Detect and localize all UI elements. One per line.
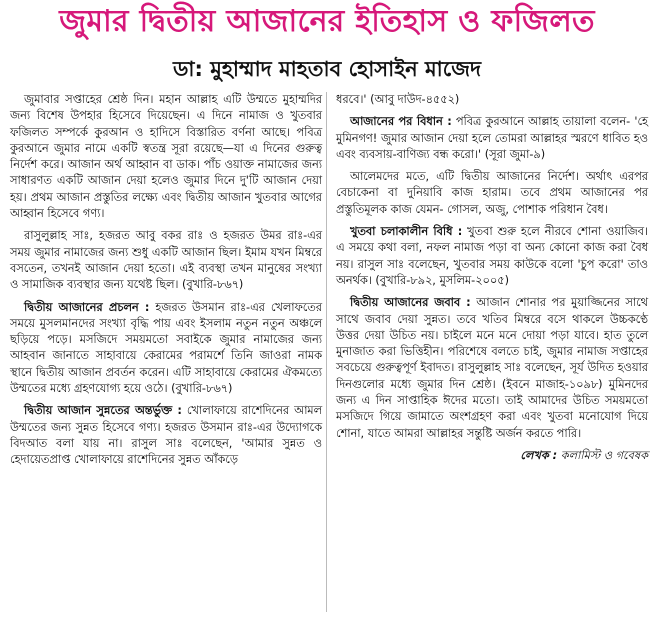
sunnah-section	[10, 403, 322, 468]
byline-label: লেখক :	[520, 448, 558, 462]
section-body: হজরত উসমান রাঃ-এর খেলাফতের সময়ে মুসলমানদের সংখ্যা বৃদ্ধি পায় এবং ইসলাম নতুন নতুন অঞ্চলে ছড়িয়ে পড়ে। মসজিদে সময়মতো সবাইকে জুমার নামাজের জন্য আহবান জানাতে সাহাবায়ে কেরামের পরামর্শে তিনি জাওরা নামক স্থানে দ্বিতীয় আজান প্রবর্তন করেন। এটি সাহাবায়ে কেরামের ঐকমত্যে উম্মতের মধ্যে গ্রহণযোগ্য হয়ে ওঠে। (বুখারি-৮৬৭)	[10, 300, 323, 396]
second-azan-section	[10, 300, 322, 398]
history-paragraph: রাসুলুল্লাহ সাঃ, হজরত আবু বকর রাঃ ও হজরত উমর রাঃ-এর সময় জুমার নামাজের জন্য শুধু একটি আজান ছিল। ইমাম যখন মিম্বরে বসতেন, তখনই আজান দেয়া হতো। এই ব্যবস্থা তখন মানুষের সংখ্যা ও সামাজিক ব্যবস্থার জন্য যথেষ্ট ছিল। (বুখারি-৮৬৭)	[10, 229, 322, 292]
section-heading: আজানের পর বিধান :	[350, 115, 452, 129]
section-heading: দ্বিতীয় আজানের প্রচলন :	[24, 300, 150, 314]
column-divider	[326, 92, 327, 612]
byline-text: কলামিস্ট ও গবেষক	[557, 448, 648, 462]
section-heading: দ্বিতীয় আজানের জবাব :	[350, 296, 471, 310]
intro-paragraph: জুমাবার সপ্তাহের শ্রেষ্ঠ দিন। মহান আল্লাহ এটি উম্মতে মুহাম্মদির জন্য বিশেষ উপহার হিসেবে দিয়েছেন। এ দিনে নামাজ ও খুতবার ফজিলত সম্পর্কে কুরআন ও হাদিসে বিস্তারিত বর্ণনা আছে। পবিত্র কুরআনে জুমার নামে একটি স্বতন্ত্র সূরা রয়েছে—যা এ দিনের গুরুত্ব নির্দেশ করে। আজান অর্থ আহ্বান বা ডাক। পাঁচ ওয়াক্ত নামাজের জন্য সাধারণত একটি আজান দেয়া হলেও জুমার দিনে দু'টি আজান দেয়া হয়। প্রথম আজান প্রস্তুতির লক্ষ্যে এবং দ্বিতীয় আজান খুতবার আগের আহ্বান হিসেবে গণ্য।	[10, 93, 322, 221]
left-column	[10, 92, 322, 469]
author-byline	[336, 448, 648, 464]
section-body: পবিত্র কুরআনে আল্লাহ তায়ালা বলেন- 'হে মুমিনগণ! জুমার আজান দেয়া হলে তোমরা আল্লাহর স্মরণে ধাবিত হও এবং ব্যবসায়-বাণিজ্য বন্ধ করো।' (সূরা জুমা-৯)	[336, 115, 648, 161]
response-section	[336, 295, 648, 442]
section-heading: খুতবা চলাকালীন বিধি :	[350, 225, 463, 239]
section-heading: দ্বিতীয় আজান সুন্নতের অন্তর্ভুক্ত :	[24, 404, 182, 418]
section-body: খুতবা শুরু হলে নীরবে শোনা ওয়াজিব। এ সময়ে কথা বলা, নফল নামাজ পড়া বা অন্য কোনো কাজ করা বৈধ নয়। রাসুল সাঃ বলেছেন, খুতবার সময় কাউকে বলো 'চুপ করো' তাও অনর্থক। (বুখারি-৮৯২, মুসলিম-২০০৫)	[336, 225, 648, 287]
section-body: আজান শোনার পর মুয়াজ্জিনের সাথে সাথে জবাব দেয়া সুন্নত। তবে খতিব মিম্বরে বসে থাকলে উচ্চকণ্ঠে উত্তর দেয়া উচিত নয়। চাইলে মনে মনে দোয়া পড়া যাবে। হাত তুলে মুনাজাত করা ভিত্তিহীন। পরিশেষে বলতে চাই, জুমার নামাজ সপ্তাহের সবচেয়ে গুরুত্বপূর্ণ ইবাদত। রাসুলুল্লাহ সাঃ বলেছেন, সূর্য উদিত হওয়ার দিনগুলোর মধ্যে জুমার দিন শ্রেষ্ঠ। (ইবনে মাজাহ-১০৯৮) মুমিনদের জন্য এ দিন সাপ্তাহিক ঈদের মতো। তাই আমাদের উচিত সময়মতো মসজিদে গিয়ে জামাতে অংশগ্রহণ করা এবং খুতবা মনোযোগ দিয়ে শোনা, যাতে আমরা আল্লাহর সন্তুষ্টি অর্জন করতে পারি।	[336, 296, 648, 440]
scholars-paragraph: আলেমদের মতে, এটি দ্বিতীয় আজানের নির্দেশ। অর্থাৎ এরপর বেচাকেনা বা দুনিয়াবি কাজ হারাম। তবে প্রথম আজানের পর প্রস্তুতিমূলক কাজ যেমন- গোসল, অজু, পোশাক পরিধান বৈধ।	[336, 170, 648, 216]
continuation-paragraph: ধরবে।' (আবু দাউদ-৪৫৫২)	[336, 93, 460, 106]
section-body: খোলাফায়ে রাশেদিনের আমল উম্মতের জন্য সুন্নত হিসেবে গণ্য। হজরত উসমান রাঃ-এর উদ্যোগকে বিদআত বলা যায় না। রাসুল সাঃ বলেছেন, 'আমার সুন্নত ও হেদায়েতপ্রাপ্ত খোলাফায়ে রাশেদিনের সুন্নত আঁকড়ে	[10, 404, 322, 467]
author-name: ডা: মুহাম্মাদ মাহতাব হোসাইন মাজেদ	[172, 57, 482, 81]
after-azan-section	[336, 114, 648, 163]
article-title: জুমার দ্বিতীয় আজানের ইতিহাস ও ফজিলত	[59, 4, 595, 39]
right-column	[336, 92, 648, 464]
khutba-section	[336, 224, 648, 289]
